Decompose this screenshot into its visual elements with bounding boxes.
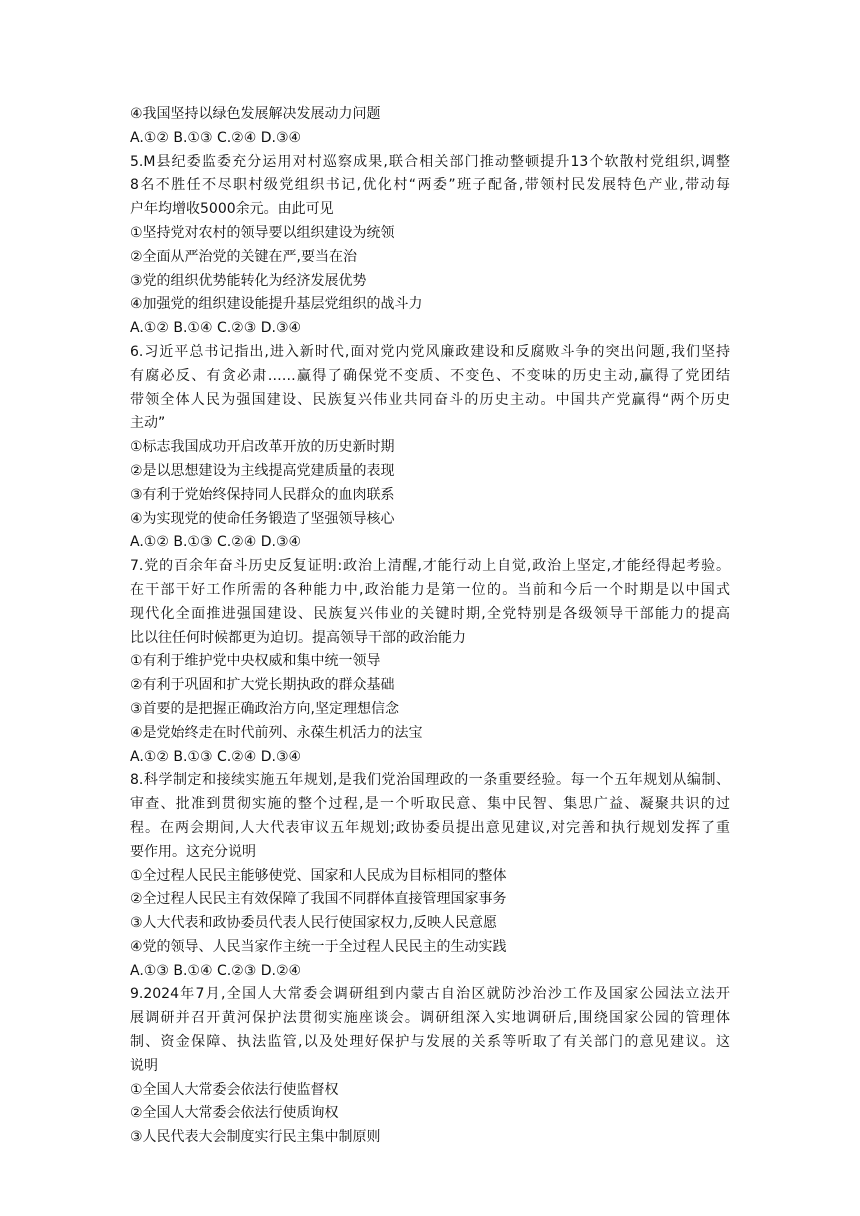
text-line: 8.科学制定和接续实施五年规划,是我们党治国理政的一条重要经验。每一个五年规划从编制、 (130, 772, 730, 789)
text-line: A.①② B.①③ C.②④ D.③④ (130, 129, 302, 146)
text-line: 程。在两会期间,人大代表审议五年规划;政协委员提出意见建议,对完善和执行规划发挥了重 (130, 819, 730, 836)
document-page (130, 103, 730, 1150)
text-line: 带领全体人民为强国建设、民族复兴伟业共同奋斗的历史主动。中国共产党赢得“两个历史 (130, 391, 730, 408)
text-line: ②全国人大常委会依法行使质询权 (130, 1105, 339, 1122)
text-line: 在干部干好工作所需的各种能力中,政治能力是第一位的。当前和今后一个时期是以中国式 (130, 581, 730, 598)
text-line: ④我国坚持以绿色发展解决发展动力问题 (130, 106, 381, 122)
text-line: 9.2024年7月,全国人大常委会调研组到内蒙古自治区就防沙治沙工作及国家公园法立法开 (130, 986, 730, 1003)
text-line: 说明 (130, 1057, 158, 1074)
text-line: ①标志我国成功开启改革开放的历史新时期 (130, 439, 395, 456)
text-line: ①全国人大常委会依法行使监督权 (130, 1081, 339, 1098)
text-line: ①有利于维护党中央权威和集中统一领导 (130, 653, 381, 670)
text-line: 展调研并召开黄河保护法贯彻实施座谈会。调研组深入实地调研后,围绕国家公园的管理体 (130, 1010, 730, 1027)
text-line: ③有利于党始终保持同人民群众的血肉联系 (130, 486, 395, 503)
text-line: 有腐必反、有贪必肃……赢得了确保党不变质、不变色、不变味的历史主动,赢得了党团结 (130, 367, 730, 384)
text-line: ③人民代表大会制度实行民主集中制原则 (130, 1129, 381, 1146)
text-line: 比以往任何时候都更为迫切。提高领导干部的政治能力 (130, 629, 466, 646)
text-line: A.①② B.①③ C.②④ D.③④ (130, 748, 302, 765)
text-line: ②全过程人民民主有效保障了我国不同群体直接管理国家事务 (130, 891, 507, 908)
text-line: 制、资金保障、执法监管,以及处理好保护与发展的关系等听取了有关部门的意见建议。这 (130, 1034, 730, 1051)
text-line: ①坚持党对农村的领导要以组织建设为统领 (130, 224, 395, 241)
text-line: 审查、批准到贯彻实施的整个过程,是一个听取民意、集中民智、集思广益、凝聚共识的过 (130, 796, 730, 813)
text-line: ④加强党的组织建设能提升基层党组织的战斗力 (130, 296, 423, 313)
text-line: ②是以思想建设为主线提高党建质量的表现 (130, 462, 395, 479)
text-line: ④为实现党的使命任务锻造了坚强领导核心 (130, 510, 395, 527)
text-line: 8名不胜任不尽职村级党组织书记,优化村“两委”班子配备,带领村民发展特色产业,带动每 (130, 177, 730, 194)
text-line: A.①③ B.①④ C.②③ D.②④ (130, 962, 302, 979)
text-line: A.①② B.①④ C.②③ D.③④ (130, 320, 302, 337)
text-line: A.①② B.①③ C.②④ D.③④ (130, 534, 302, 551)
text-line: ③党的组织优势能转化为经济发展优势 (130, 272, 367, 289)
text-line: ③人大代表和政协委员代表人民行使国家权力,反映人民意愿 (130, 915, 497, 932)
text-line: 主动” (130, 415, 166, 432)
text-line: ③首要的是把握正确政治方向,坚定理想信念 (130, 700, 399, 717)
text-line: 户年均增收5000余元。由此可见 (130, 201, 334, 218)
text-line: ②全面从严治党的关键在严,要当在治 (130, 248, 358, 265)
text-line: 5.M县纪委监委充分运用对村巡察成果,联合相关部门推动整顿提升13个软散村党组织,调整 (130, 153, 730, 170)
text-line: 要作用。这充分说明 (130, 843, 256, 860)
text-line: 7.党的百余年奋斗历史反复证明:政治上清醒,才能行动上自觉,政治上坚定,才能经得起考验。 (130, 558, 730, 575)
text-line: ②有利于巩固和扩大党长期执政的群众基础 (130, 677, 395, 694)
text-line: ①全过程人民民主能够使党、国家和人民成为目标相同的整体 (130, 867, 507, 884)
text-line: ④党的领导、人民当家作主统一于全过程人民民主的生动实践 (130, 938, 507, 955)
text-line: 现代化全面推进强国建设、民族复兴伟业的关键时期,全党特别是各级领导干部能力的提高 (130, 605, 730, 622)
text-line: 6.习近平总书记指出,进入新时代,面对党内党风廉政建设和反腐败斗争的突出问题,我们坚持 (130, 343, 730, 360)
text-line: ④是党始终走在时代前列、永葆生机活力的法宝 (130, 724, 423, 741)
